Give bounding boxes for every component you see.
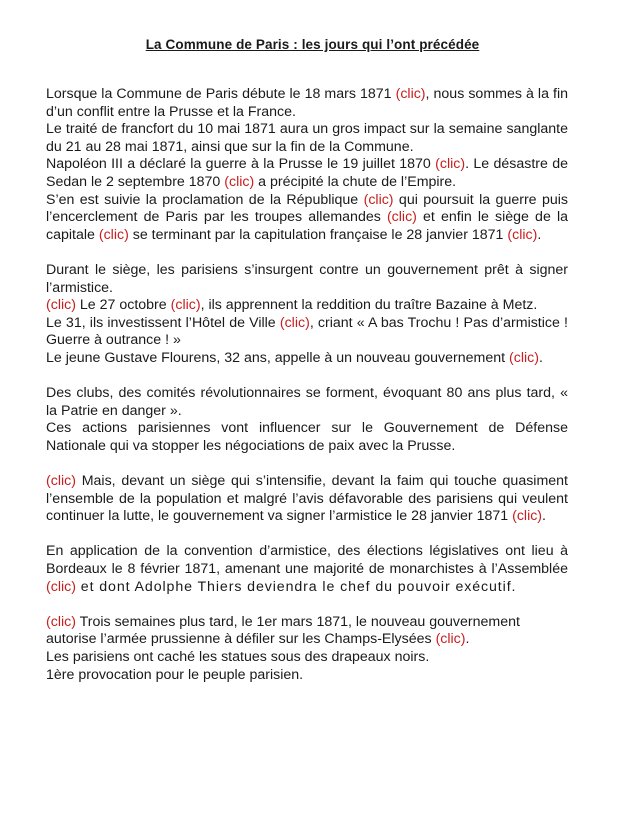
clic-link[interactable]: (clic): [46, 297, 76, 314]
clic-link[interactable]: (clic): [512, 508, 543, 525]
clic-link[interactable]: (clic): [507, 226, 538, 243]
clic-link[interactable]: (clic): [46, 578, 76, 595]
text-run: Le 31, ils investissent l’Hôtel de Ville: [46, 314, 276, 331]
paragraph-1: [46, 86, 568, 244]
clic-link[interactable]: (clic): [435, 156, 466, 173]
text-run: . Le désastre de Sedan le 2 septembre 1870: [46, 156, 568, 190]
paragraph-2: [46, 262, 568, 368]
paragraph-2-sentence-3: [46, 315, 568, 350]
paragraph-2-sentence-1: Durant le siège, les parisiens s’insurgent contre un gouvernement prêt à signer l’armistice.: [46, 261, 568, 296]
paragraph-4-sentence-1: [46, 473, 568, 526]
clic-link[interactable]: (clic): [279, 314, 310, 331]
text-run: , ils apprennent la reddition du traître Bazaine à Metz.: [200, 297, 538, 314]
text-run: Le jeune Gustave Flourens, 32 ans, appelle à un nouveau gouvernement: [46, 349, 506, 366]
text-run: Mais, devant un siège qui s’intensifie, devant la faim qui touche quasiment l’ensemble de la population et malgré l’avis défavorable des parisiens qui veulent continuer la lutte, le gouvernement va signer l’armistice le 28 janvier 1871: [46, 473, 568, 525]
clic-link[interactable]: (clic): [386, 209, 417, 226]
clic-link[interactable]: (clic): [395, 86, 426, 102]
text-run: Le 27 octobre: [75, 297, 167, 314]
paragraph-3-sentence-1: Des clubs, des comités révolutionnaires se forment, évoquant 80 ans plus tard, « la Patrie en danger ».: [46, 385, 568, 419]
clic-link[interactable]: (clic): [363, 191, 394, 208]
text-run: et dont Adolphe Thiers deviendra le chef du pouvoir exécutif.: [75, 578, 517, 595]
text-run: .: [538, 349, 543, 366]
text-run: S’en est suivie la proclamation de la République: [46, 191, 359, 208]
text-run: .: [542, 508, 546, 525]
clic-link[interactable]: (clic): [509, 349, 539, 366]
document-body: [46, 86, 568, 702]
paragraph-6: [46, 614, 568, 684]
clic-link[interactable]: (clic): [46, 613, 76, 630]
paragraph-6-sentence-1: [46, 614, 568, 649]
paragraph-6-sentence-2: Les parisiens ont caché les statues sous des drapeaux noirs.: [46, 649, 430, 665]
text-run: a précipité la chute de l’Empire.: [254, 173, 457, 190]
paragraph-5-sentence-1: [46, 543, 568, 596]
text-run: qui poursuit la guerre puis l’encerclement de Paris par les troupes allemandes: [46, 191, 568, 226]
paragraph-6-sentence-3: 1ère provocation pour le peuple parisien.: [46, 666, 304, 683]
text-run: et enfin le siège de la capitale: [46, 209, 569, 243]
clic-link[interactable]: (clic): [224, 173, 255, 190]
paragraph-2-sentence-4: [46, 350, 568, 368]
text-run: En application de la convention d’armistice, des élections législatives ont lieu à Bordeaux le 8 février 1871, amenant une majorité de monarchistes à l’Assemblée: [46, 543, 568, 578]
clic-link[interactable]: (clic): [98, 226, 129, 243]
text-run: .: [537, 226, 542, 243]
clic-link[interactable]: (clic): [170, 297, 201, 314]
paragraph-3: [46, 385, 568, 455]
paragraph-5: [46, 543, 568, 596]
paragraph-1-sentence-2: Le traité de francfort du 10 mai 1871 aura un gros impact sur la semaine sanglante du 21 au 28 mai 1871, ainsi que sur la fin de la Commune.: [46, 121, 568, 155]
text-run: Lorsque la Commune de Paris débute le 18 mars 1871: [46, 86, 392, 102]
paragraph-3-sentence-2: Ces actions parisiennes vont influencer sur le Gouvernement de Défense Nationale qui va stopper les négociations de paix avec la Prusse.: [46, 420, 568, 454]
text-run: Trois semaines plus tard, le 1er mars 1871, le nouveau gouvernement autorise l’armée prussienne à défiler sur les Champs-Elysées: [46, 613, 520, 648]
paragraph-1-sentence-4: [46, 192, 568, 245]
text-run: se terminant par la capitulation française le 28 janvier 1871: [128, 226, 504, 243]
text-run: Napoléon III a déclaré la guerre à la Prusse le 19 juillet 1870: [46, 156, 431, 173]
paragraph-1-sentence-3: [46, 156, 568, 191]
text-run: , nous sommes à la fin d’un conflit entre la Prusse et la France.: [46, 86, 568, 120]
page-title: La Commune de Paris : les jours qui l’ont précédée: [145, 37, 480, 52]
clic-link[interactable]: (clic): [435, 631, 466, 648]
paragraph-4: [46, 473, 568, 526]
text-run: , criant « A bas Trochu ! Pas d’armistice ! Guerre à outrance ! »: [46, 314, 568, 349]
paragraph-1-sentence-1: [46, 86, 568, 121]
text-run: .: [465, 631, 470, 648]
clic-link[interactable]: (clic): [46, 473, 76, 490]
paragraph-2-sentence-2: [46, 297, 568, 315]
